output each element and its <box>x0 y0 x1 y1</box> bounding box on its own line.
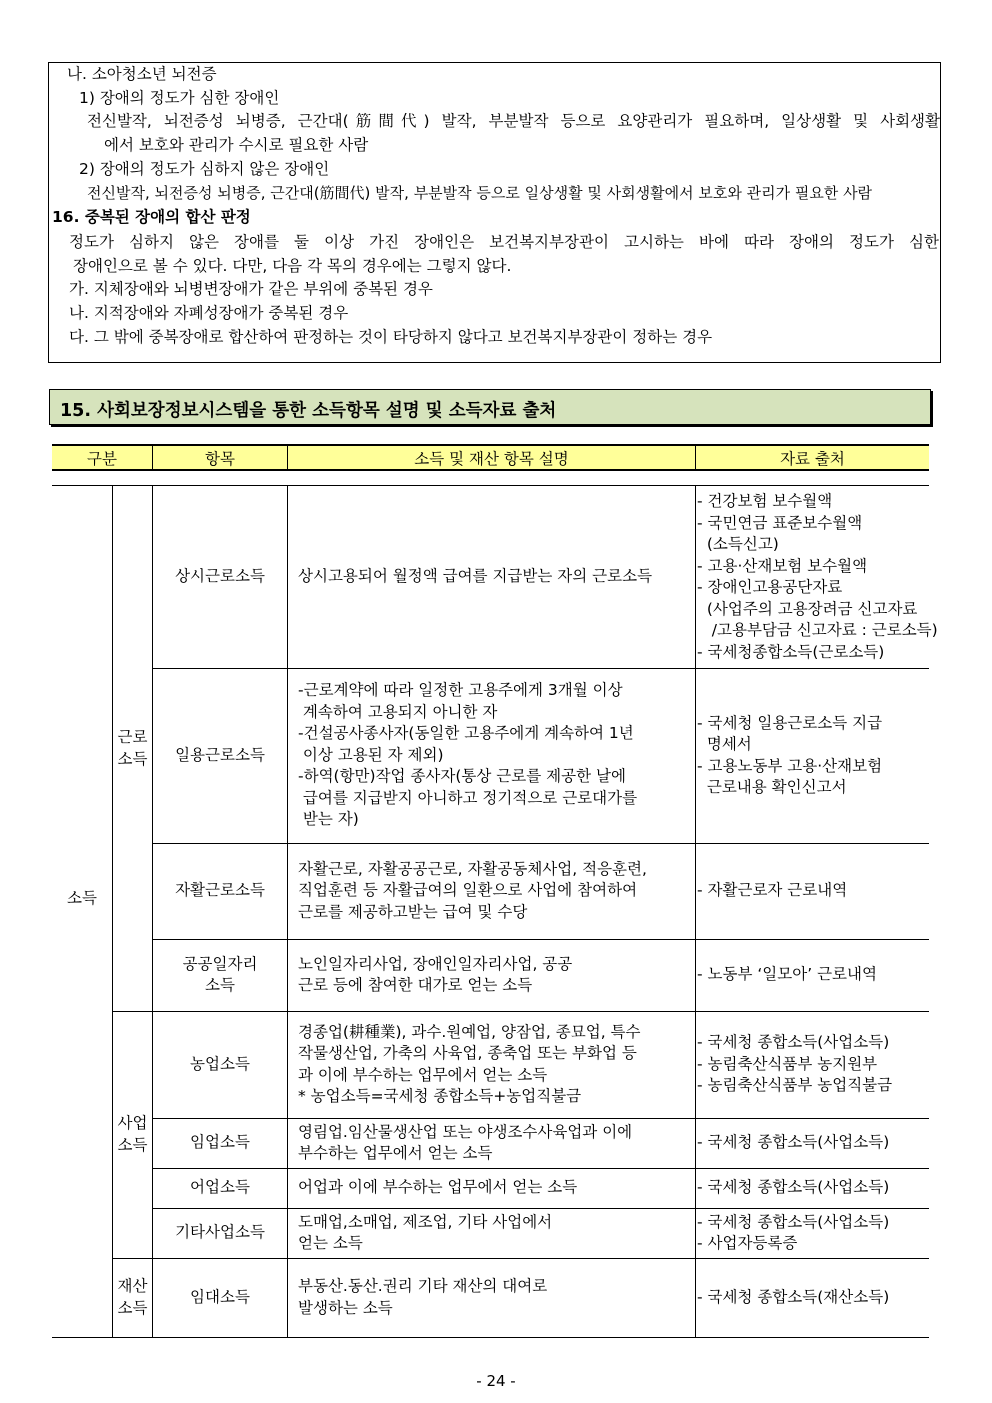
row-item: 임대소득 <box>190 1287 250 1306</box>
row-description: 노인일자리사업, 장애인일자리사업, 공공 근로 등에 참여한 대가로 얻는 소득 <box>298 954 573 994</box>
row-source <box>697 843 929 939</box>
group-income: 소득 <box>67 888 97 907</box>
header-description: 소득 및 재산 항목 설명 <box>414 449 569 468</box>
source-line: - 국세청 종합소득(사업소득) <box>697 1033 890 1052</box>
source-line: - 농림축산식품부 농업직불금 <box>697 1076 893 1095</box>
page-number: - 24 - <box>476 1372 516 1390</box>
source-line: - 고용·산재보험 보수월액 <box>697 556 868 575</box>
section-15-title-bar <box>49 389 931 425</box>
source-line: - 사업자등록증 <box>697 1234 798 1252</box>
disability-criteria-box <box>48 62 941 363</box>
row-description: 도매업,소매업, 제조업, 기타 사업에서 얻는 소득 <box>298 1212 553 1252</box>
subitem-2: 2) 장애의 정도가 심하지 않은 장애인 <box>79 160 330 178</box>
source-line: - 국세청 일용근로소득 지급 <box>697 713 883 732</box>
row-item: 기타사업소득 <box>175 1223 265 1242</box>
row-source <box>697 668 929 843</box>
row-item: 임업소득 <box>190 1133 250 1152</box>
row-item: 농업소득 <box>190 1054 250 1073</box>
group-work-income: 근로 소득 <box>117 728 148 768</box>
row-source <box>697 939 929 1011</box>
header-item: 항목 <box>205 449 235 468</box>
row-description: -근로계약에 따라 일정한 고용주에게 3개월 이상 계속하여 고용되지 아니한 자 -건설공사종사자(동일한 고용주에게 계속하여 1년 이상 고용된 자 제외) -하역(항만)작업 종사자(통상 근로를 제공한 날에 급여를 지급받지 아니하고 정기적으로 근로대가를 받는 자) <box>298 681 638 829</box>
section-16-para-line2: 장애인으로 볼 수 있다. 다만, 다음 각 목의 경우에는 그렇지 않다. <box>73 257 512 275</box>
group-business-income: 사업 소득 <box>117 1114 148 1154</box>
row-item: 자활근로소득 <box>175 881 265 900</box>
row-item: 공공일자리 소득 <box>182 954 258 994</box>
group-property-income: 재산 소득 <box>117 1277 148 1317</box>
row-item: 상시근로소득 <box>175 567 265 586</box>
source-line: - 국세청 종합소득(재산소득) <box>697 1287 890 1306</box>
source-line: 명세서 <box>697 735 752 753</box>
source-line: - 자활근로자 근로내역 <box>697 881 848 900</box>
row-description: 부동산.동산.권리 기타 재산의 대여로 발생하는 소득 <box>298 1277 548 1317</box>
subitem-2-desc: 전신발작, 뇌전증성 뇌병증, 근간대(筋間代) 발작, 부분발작 등으로 일상생활 및 사회생활에서 보호와 관리가 필요한 사람 <box>87 184 873 202</box>
subitem-1-desc-line1: 전신발작, 뇌전증성 뇌병증, 근간대(筋間代) 발작, 부분발작 등으로 요양관리가 필요하며, 일상생활 및 사회생활 <box>87 112 940 130</box>
subitem-1: 1) 장애의 정도가 심한 장애인 <box>79 89 280 107</box>
subitem-1-desc-line2: 에서 보호와 관리가 수시로 필요한 사람 <box>104 136 369 154</box>
row-source <box>697 486 938 668</box>
table-header <box>52 444 929 471</box>
source-line: - 국세청 종합소득(사업소득) <box>697 1212 890 1231</box>
source-line: - 국세청종합소득(근로소득) <box>697 642 885 661</box>
source-line: /고용부담금 신고자료 : 근로소득) <box>697 621 938 639</box>
source-line: 근로내용 확인신고서 <box>697 778 847 796</box>
source-line: (사업주의 고용장려금 신고자료 <box>697 599 918 618</box>
row-description: 어업과 이에 부수하는 업무에서 얻는 소득 <box>298 1178 578 1197</box>
row-source <box>697 1168 929 1208</box>
source-line: - 국세청 종합소득(사업소득) <box>697 1133 890 1152</box>
row-description: 자활근로, 자활공공근로, 자활공동체사업, 적응훈련, 직업훈련 등 자활급여의 일환으로 사업에 참여하여 근로를 제공하고받는 급여 및 수당 <box>298 859 647 921</box>
row-item: 일용근로소득 <box>175 745 265 764</box>
section-16-item-ga: 가. 지체장애와 뇌병변장애가 같은 부위에 중복된 경우 <box>69 280 433 298</box>
row-source <box>697 1208 929 1258</box>
section-15-title: 15. 사회보장정보시스템을 통한 소득항목 설명 및 소득자료 출처 <box>60 401 557 421</box>
section-16-heading: 16. 중복된 장애의 합산 판정 <box>52 208 251 226</box>
section-16-para-line1: 정도가 심하지 않은 장애를 둘 이상 가진 장애인은 보건복지부장관이 고시하는 바에 따라 장애의 정도가 심한 <box>69 233 939 251</box>
row-description: 상시고용되어 월정액 급여를 지급받는 자의 근로소득 <box>298 567 653 586</box>
item-na-heading: 나. 소아청소년 뇌전증 <box>67 65 217 83</box>
section-16-item-na: 나. 지적장애와 자폐성장애가 중복된 경우 <box>69 304 349 322</box>
income-table <box>52 485 938 1338</box>
row-description: 영림업.임산물생산업 또는 야생조수사육업과 이에 부수하는 업무에서 얻는 소득 <box>298 1122 633 1162</box>
source-line: - 국세청 종합소득(사업소득) <box>697 1178 890 1197</box>
source-line: - 노동부 ‘일모아’ 근로내역 <box>697 965 877 984</box>
row-source <box>697 1258 929 1337</box>
section-16-item-da: 다. 그 밖에 중복장애로 합산하여 판정하는 것이 타당하지 않다고 보건복지부장관이 정하는 경우 <box>69 328 713 346</box>
source-line: - 장애인고용공단자료 <box>697 578 843 596</box>
source-line: - 건강보험 보수월액 <box>697 492 833 510</box>
source-line: - 농림축산식품부 농지원부 <box>697 1054 878 1073</box>
source-line: - 고용노동부 고용·산재보험 <box>697 756 883 775</box>
source-line: (소득신고) <box>697 535 779 553</box>
row-description: 경종업(耕種業), 과수.원예업, 양잠업, 종묘업, 특수 작물생산업, 가축의 사육업, 종축업 또는 부화업 등 과 이에 부수하는 업무에서 얻는 소득 * 농업소득=국세청 종합소득+농업직불금 <box>298 1022 641 1105</box>
source-line: - 국민연금 표준보수월액 <box>697 513 863 532</box>
row-source <box>697 1011 929 1118</box>
row-item: 어업소득 <box>190 1178 250 1197</box>
header-category: 구분 <box>87 449 117 468</box>
header-source: 자료 출처 <box>780 449 845 468</box>
row-source <box>697 1118 929 1168</box>
